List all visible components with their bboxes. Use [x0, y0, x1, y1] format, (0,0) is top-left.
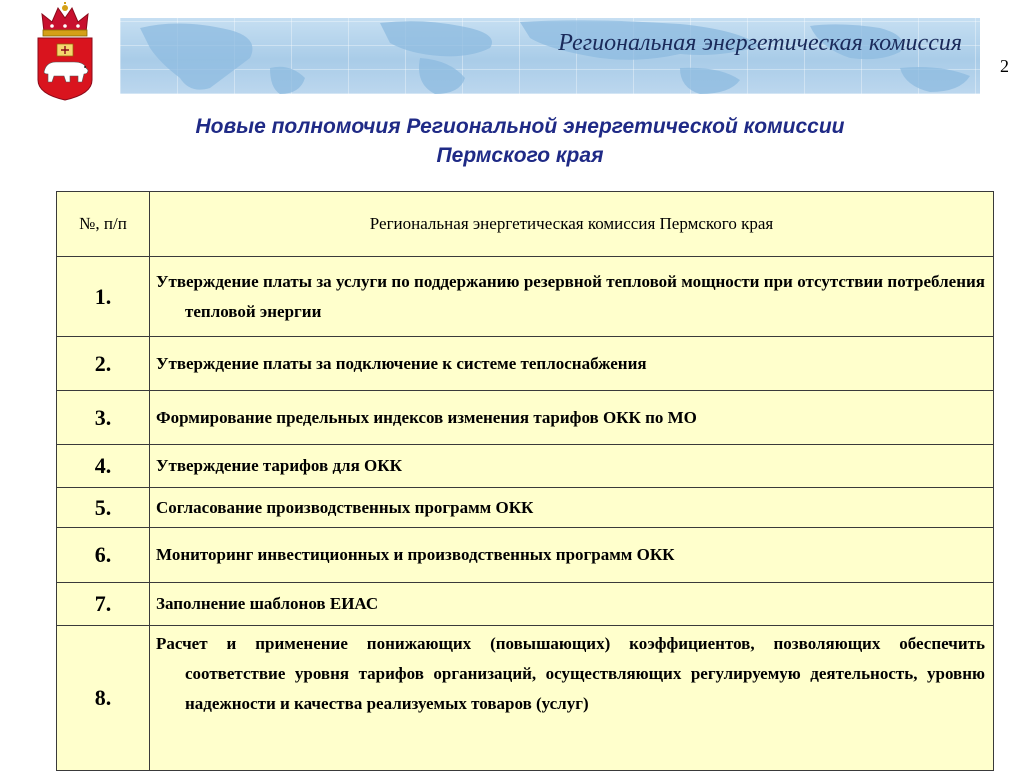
- row-text: Расчет и применение понижающих (повышающих) коэффициентов, позволяющих обеспечить соответствие уровня тарифов организаций, осуществляющих регулируемую деятельность, уровню надежности и качества реализуемых товаров (услуг): [150, 626, 994, 771]
- row-number: 1.: [57, 257, 150, 337]
- row-number: 8.: [57, 626, 150, 771]
- table-row: [57, 488, 994, 528]
- table-row: [57, 626, 994, 771]
- row-number: 4.: [57, 445, 150, 488]
- page-title-line-1: Новые полномочия Региональной энергетической комиссии: [195, 115, 845, 138]
- table-row: [57, 257, 994, 337]
- row-text: Мониторинг инвестиционных и производственных программ ОКК: [150, 528, 994, 583]
- row-number: 3.: [57, 391, 150, 445]
- row-text: Формирование предельных индексов изменения тарифов ОКК по МО: [150, 391, 994, 445]
- table-header-number: №, п/п: [57, 192, 150, 257]
- row-text: Утверждение платы за услуги по поддержанию резервной тепловой мощности при отсутствии потребления тепловой энергии: [150, 257, 994, 337]
- table-row: [57, 528, 994, 583]
- page-title: [60, 112, 980, 170]
- row-text: Утверждение платы за подключение к системе теплоснабжения: [150, 337, 994, 391]
- header-banner: [120, 18, 980, 94]
- row-number: 6.: [57, 528, 150, 583]
- slide-number: 2: [1000, 56, 1009, 76]
- table-row: [57, 391, 994, 445]
- table-row: [57, 337, 994, 391]
- row-number: 5.: [57, 488, 150, 528]
- banner-title: Региональная энергетическая комиссия: [558, 30, 962, 56]
- crown-icon: [42, 2, 88, 36]
- table-row: [57, 445, 994, 488]
- table-row: [57, 583, 994, 626]
- row-text: Утверждение тарифов для ОКК: [150, 445, 994, 488]
- table-header-commission: Региональная энергетическая комиссия Пермского края: [150, 192, 994, 257]
- row-number: 2.: [57, 337, 150, 391]
- powers-table: [56, 191, 994, 771]
- row-number: 7.: [57, 583, 150, 626]
- row-text: Согласование производственных программ ОКК: [150, 488, 994, 528]
- table-header-row: [57, 192, 994, 257]
- row-text: Заполнение шаблонов ЕИАС: [150, 583, 994, 626]
- perm-krai-coat-of-arms-icon: [30, 2, 100, 102]
- page-title-line-2: Пермского края: [436, 144, 604, 167]
